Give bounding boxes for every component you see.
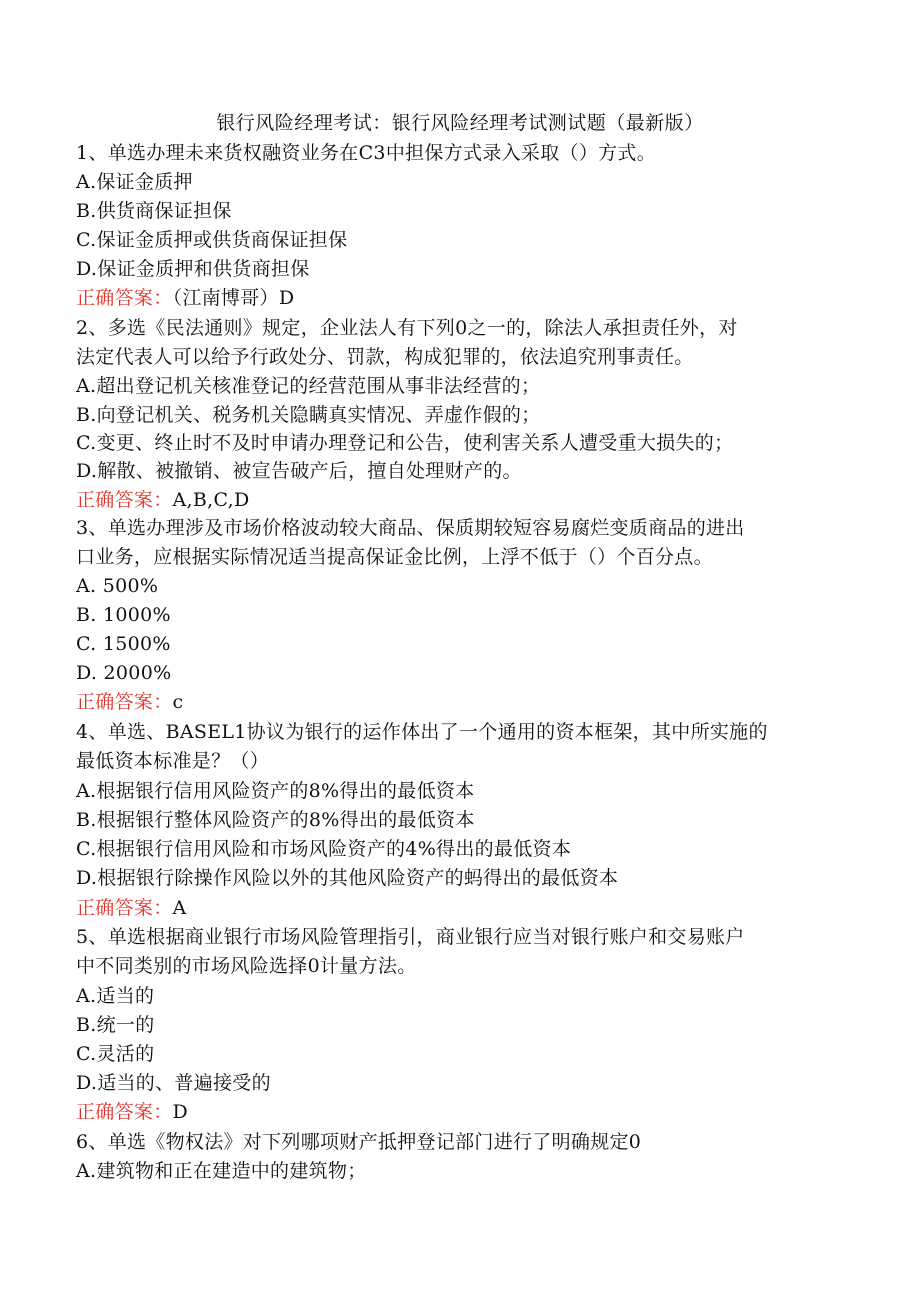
question-2-stem-line-1: 2、多选《民法通则》规定，企业法人有下列0之一的，除法人承担责任外，对: [76, 317, 738, 339]
answer-label: 正确答案：: [76, 1101, 173, 1123]
question-4-option-a: A.根据银行信用风险资产的8%得出的最低资本: [76, 780, 475, 802]
question-3-option-d: D. 2000%: [76, 662, 172, 684]
question-6-option-a: A.建筑物和正在建造中的建筑物；: [76, 1160, 367, 1182]
question-1-stem: 1、单选办理未来货权融资业务在C3中担保方式录入采取（）方式。: [76, 142, 657, 164]
answer-value: A,B,C,D: [172, 489, 250, 511]
answer-value: （江南博哥）D: [172, 287, 295, 309]
question-3-option-a: A. 500%: [76, 575, 159, 597]
question-5-option-d: D.适当的、普遍接受的: [76, 1072, 271, 1094]
answer-value: A: [172, 897, 187, 919]
question-3-option-c: C. 1500%: [76, 633, 171, 655]
question-1-option-a: A.保证金质押: [76, 171, 193, 193]
question-2-option-a: A.超出登记机关核准登记的经营范围从事非法经营的；: [76, 375, 541, 397]
question-4-stem-line-1: 4、单选、BASEL1协议为银行的运作体出了一个通用的资本框架，其中所实施的: [76, 721, 768, 743]
answer-label: 正确答案：: [76, 897, 173, 919]
question-4-answer: [76, 893, 187, 923]
question-5-option-a: A.适当的: [76, 985, 155, 1007]
question-1-answer: [76, 283, 294, 313]
question-1-option-b: B.供货商保证担保: [76, 200, 232, 222]
question-4-option-c: C.根据银行信用风险和市场风险资产的4%得出的最低资本: [76, 838, 572, 860]
question-5-answer: [76, 1097, 188, 1127]
question-4-option-b: B.根据银行整体风险资产的8%得出的最低资本: [76, 809, 475, 831]
question-2-option-d: D.解散、被撤销、被宣告破产后，擅自处理财产的。: [76, 460, 522, 482]
question-5-option-c: C.灵活的: [76, 1043, 155, 1065]
document-title: 银行风险经理考试：银行风险经理考试测试题（最新版）: [216, 112, 704, 134]
question-1-option-d: D.保证金质押和供货商担保: [76, 258, 310, 280]
answer-value: c: [172, 691, 184, 713]
answer-label: 正确答案：: [76, 489, 173, 511]
question-1-option-c: C.保证金质押或供货商保证担保: [76, 229, 348, 251]
answer-label: 正确答案：: [76, 287, 173, 309]
answer-value: D: [172, 1101, 189, 1123]
question-5-stem-line-2: 中不同类别的市场风险选择0计量方法。: [76, 955, 417, 977]
question-4-option-d: D.根据银行除操作风险以外的其他风险资产的蚂得出的最低资本: [76, 867, 619, 889]
question-2-answer: [76, 485, 250, 515]
question-5-stem-line-1: 5、单选根据商业银行市场风险管理指引，商业银行应当对银行账户和交易账户: [76, 926, 745, 948]
question-3-option-b: B. 1000%: [76, 604, 171, 626]
question-2-option-c: C.变更、终止时不及时申请办理登记和公告，使利害关系人遭受重大损失的；: [76, 432, 734, 454]
question-3-stem-line-2: 口业务，应根据实际情况适当提高保证金比例，上浮不低于（）个百分点。: [76, 546, 713, 568]
question-6-stem: 6、单选《物权法》对下列哪项财产抵押登记部门进行了明确规定0: [76, 1131, 642, 1153]
question-2-stem-line-2: 法定代表人可以给予行政处分、罚款，构成犯罪的，依法追究刑事责任。: [76, 346, 694, 368]
question-5-option-b: B.统一的: [76, 1014, 155, 1036]
question-2-option-b: B.向登记机关、税务机关隐瞒真实情况、弄虚作假的；: [76, 404, 541, 426]
answer-label: 正确答案：: [76, 691, 173, 713]
question-3-stem-line-1: 3、单选办理涉及市场价格波动较大商品、保质期较短容易腐烂变质商品的进出: [76, 517, 745, 539]
question-4-stem-line-2: 最低资本标准是？（）: [76, 750, 270, 772]
question-3-answer: [76, 687, 183, 717]
